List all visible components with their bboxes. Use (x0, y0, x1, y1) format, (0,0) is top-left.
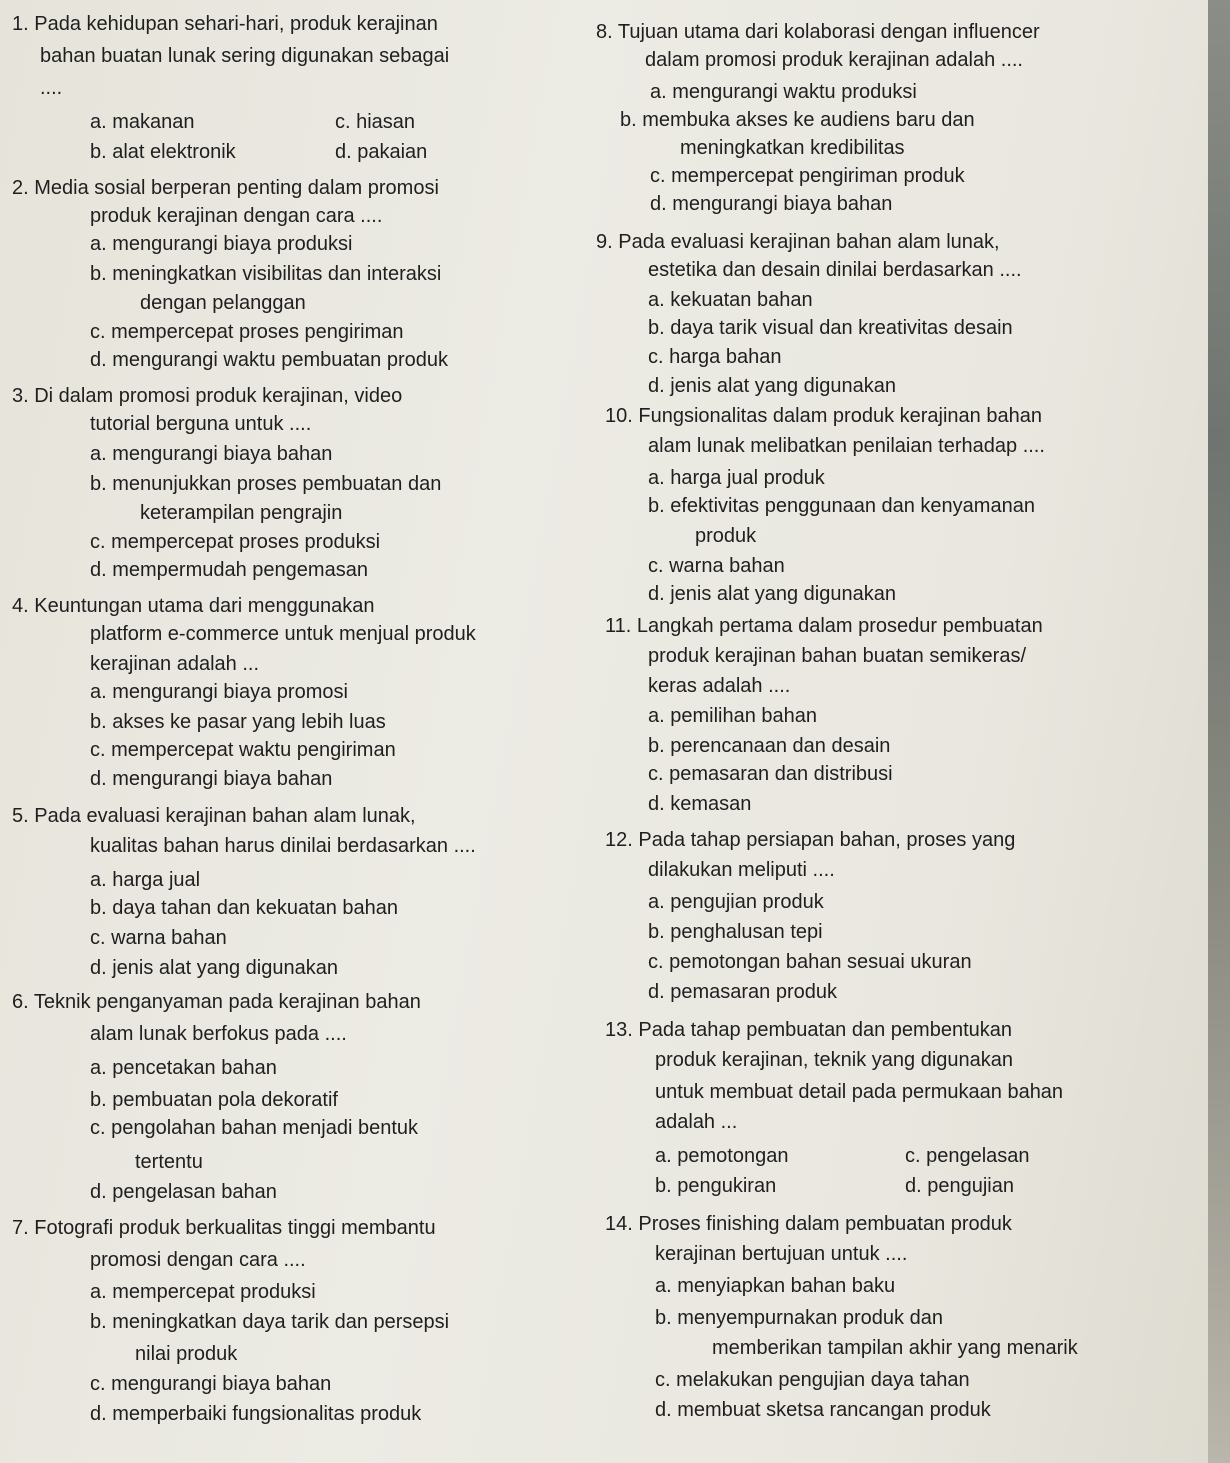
answer-option: b. meningkatkan visibilitas dan interaksi (90, 263, 442, 285)
answer-option: b. pembuatan pola dekoratif (90, 1089, 338, 1111)
answer-option: c. pemotongan bahan sesuai ukuran (648, 951, 972, 973)
answer-option: b. meningkatkan daya tarik dan persepsi (90, 1311, 450, 1333)
answer-option: a. mengurangi biaya bahan (90, 443, 333, 465)
answer-option: b. akses ke pasar yang lebih luas (90, 711, 386, 733)
question-text-line: bahan buatan lunak sering digunakan sebagai (40, 45, 450, 67)
answer-option: b. alat elektronik (90, 141, 236, 163)
question-stem: 14. Proses finishing dalam pembuatan produk (605, 1213, 1012, 1235)
answer-option: c. hiasan (335, 111, 416, 133)
answer-option: a. pencetakan bahan (90, 1057, 277, 1079)
answer-option: a. mengurangi biaya promosi (90, 681, 348, 703)
question-text-line: .... (40, 77, 63, 99)
background-edge (1208, 0, 1230, 1463)
answer-option: c. pengelasan (905, 1145, 1030, 1167)
question-text-line: platform e-commerce untuk menjual produk (90, 623, 476, 645)
answer-option: d. mengurangi biaya bahan (90, 768, 333, 790)
question-stem: 10. Fungsionalitas dalam produk kerajinan bahan (605, 405, 1042, 427)
answer-option: a. menyiapkan bahan baku (655, 1275, 896, 1297)
answer-option: a. harga jual produk (648, 467, 825, 489)
answer-option: b. perencanaan dan desain (648, 735, 891, 757)
answer-option: b. penghalusan tepi (648, 921, 823, 943)
question-text-line: alam lunak melibatkan penilaian terhadap .... (648, 435, 1045, 457)
answer-option: a. mengurangi waktu produksi (650, 81, 917, 103)
question-text-line: nilai produk (135, 1343, 238, 1365)
question-text-line: memberikan tampilan akhir yang menarik (712, 1337, 1078, 1359)
answer-option: c. harga bahan (648, 346, 782, 368)
question-text-line: dengan pelanggan (140, 292, 306, 314)
answer-option: d. mengurangi waktu pembuatan produk (90, 349, 449, 371)
answer-option: c. warna bahan (90, 927, 227, 949)
question-stem: 5. Pada evaluasi kerajinan bahan alam lunak, (12, 805, 416, 827)
question-stem: 4. Keuntungan utama dari menggunakan (12, 595, 375, 617)
question-text-line: meningkatkan kredibilitas (680, 137, 905, 159)
answer-option: d. membuat sketsa rancangan produk (655, 1399, 991, 1421)
answer-option: a. mengurangi biaya produksi (90, 233, 353, 255)
question-text-line: promosi dengan cara .... (90, 1249, 306, 1271)
answer-option: d. jenis alat yang digunakan (648, 375, 896, 397)
question-stem: 8. Tujuan utama dari kolaborasi dengan influencer (596, 21, 1040, 43)
question-text-line: kualitas bahan harus dinilai berdasarkan .... (90, 835, 476, 857)
question-text-line: dilakukan meliputi .... (648, 859, 835, 881)
question-text-line: produk kerajinan bahan buatan semikeras/ (648, 645, 1027, 667)
answer-option: c. mempercepat pengiriman produk (650, 165, 965, 187)
answer-option: c. mengurangi biaya bahan (90, 1373, 332, 1395)
answer-option: d. mengurangi biaya bahan (650, 193, 893, 215)
answer-option: c. mempercepat proses pengiriman (90, 321, 404, 343)
question-stem: 13. Pada tahap pembuatan dan pembentukan (605, 1019, 1012, 1041)
answer-option: a. harga jual (90, 869, 201, 891)
answer-option: c. mempercepat waktu pengiriman (90, 739, 396, 761)
answer-option: b. efektivitas penggunaan dan kenyamanan (648, 495, 1035, 517)
answer-option: d. kemasan (648, 793, 752, 815)
answer-option: b. pengukiran (655, 1175, 777, 1197)
question-text-line: dalam promosi produk kerajinan adalah .... (645, 49, 1023, 71)
answer-option: b. menunjukkan proses pembuatan dan (90, 473, 442, 495)
answer-option: d. pengujian (905, 1175, 1014, 1197)
answer-option: d. jenis alat yang digunakan (648, 583, 896, 605)
question-text-line: keterampilan pengrajin (140, 502, 343, 524)
question-text-line: produk kerajinan, teknik yang digunakan (655, 1049, 1014, 1071)
question-text-line: alam lunak berfokus pada .... (90, 1023, 347, 1045)
question-text-line: adalah ... (655, 1111, 738, 1133)
answer-option: b. daya tarik visual dan kreativitas desain (648, 317, 1013, 339)
answer-option: d. jenis alat yang digunakan (90, 957, 338, 979)
question-stem: 3. Di dalam promosi produk kerajinan, video (12, 385, 403, 407)
answer-option: a. makanan (90, 111, 195, 133)
answer-option: d. pakaian (335, 141, 428, 163)
answer-option: b. membuka akses ke audiens baru dan (620, 109, 975, 131)
answer-option: a. pemilihan bahan (648, 705, 818, 727)
answer-option: a. mempercepat produksi (90, 1281, 316, 1303)
answer-option: b. daya tahan dan kekuatan bahan (90, 897, 399, 919)
question-stem: 6. Teknik penganyaman pada kerajinan bahan (12, 991, 421, 1013)
question-text-line: keras adalah .... (648, 675, 791, 697)
answer-option: a. pemotongan (655, 1145, 789, 1167)
question-stem: 12. Pada tahap persiapan bahan, proses yang (605, 829, 1016, 851)
question-text-line: produk (695, 525, 757, 547)
answer-option: d. memperbaiki fungsionalitas produk (90, 1403, 422, 1425)
question-text-line: kerajinan adalah ... (90, 653, 260, 675)
answer-option: c. melakukan pengujian daya tahan (655, 1369, 970, 1391)
answer-option: c. warna bahan (648, 555, 785, 577)
answer-option: d. mempermudah pengemasan (90, 559, 368, 581)
answer-option: a. pengujian produk (648, 891, 824, 913)
question-stem: 1. Pada kehidupan sehari-hari, produk kerajinan (12, 13, 438, 35)
answer-option: c. pengolahan bahan menjadi bentuk (90, 1117, 419, 1139)
question-stem: 9. Pada evaluasi kerajinan bahan alam lunak, (596, 231, 1000, 253)
question-text-line: untuk membuat detail pada permukaan bahan (655, 1081, 1064, 1103)
answer-option: c. pemasaran dan distribusi (648, 763, 893, 785)
question-text-line: kerajinan bertujuan untuk .... (655, 1243, 908, 1265)
question-stem: 2. Media sosial berperan penting dalam promosi (12, 177, 439, 199)
answer-option: d. pemasaran produk (648, 981, 838, 1003)
answer-option: a. kekuatan bahan (648, 289, 813, 311)
question-text-line: tertentu (135, 1151, 203, 1173)
answer-option: b. menyempurnakan produk dan (655, 1307, 943, 1329)
question-stem: 11. Langkah pertama dalam prosedur pembuatan (605, 615, 1043, 637)
question-text-line: estetika dan desain dinilai berdasarkan .... (648, 259, 1022, 281)
question-text-line: produk kerajinan dengan cara .... (90, 205, 383, 227)
answer-option: c. mempercepat proses produksi (90, 531, 381, 553)
answer-option: d. pengelasan bahan (90, 1181, 277, 1203)
question-stem: 7. Fotografi produk berkualitas tinggi membantu (12, 1217, 436, 1239)
question-text-line: tutorial berguna untuk .... (90, 413, 312, 435)
